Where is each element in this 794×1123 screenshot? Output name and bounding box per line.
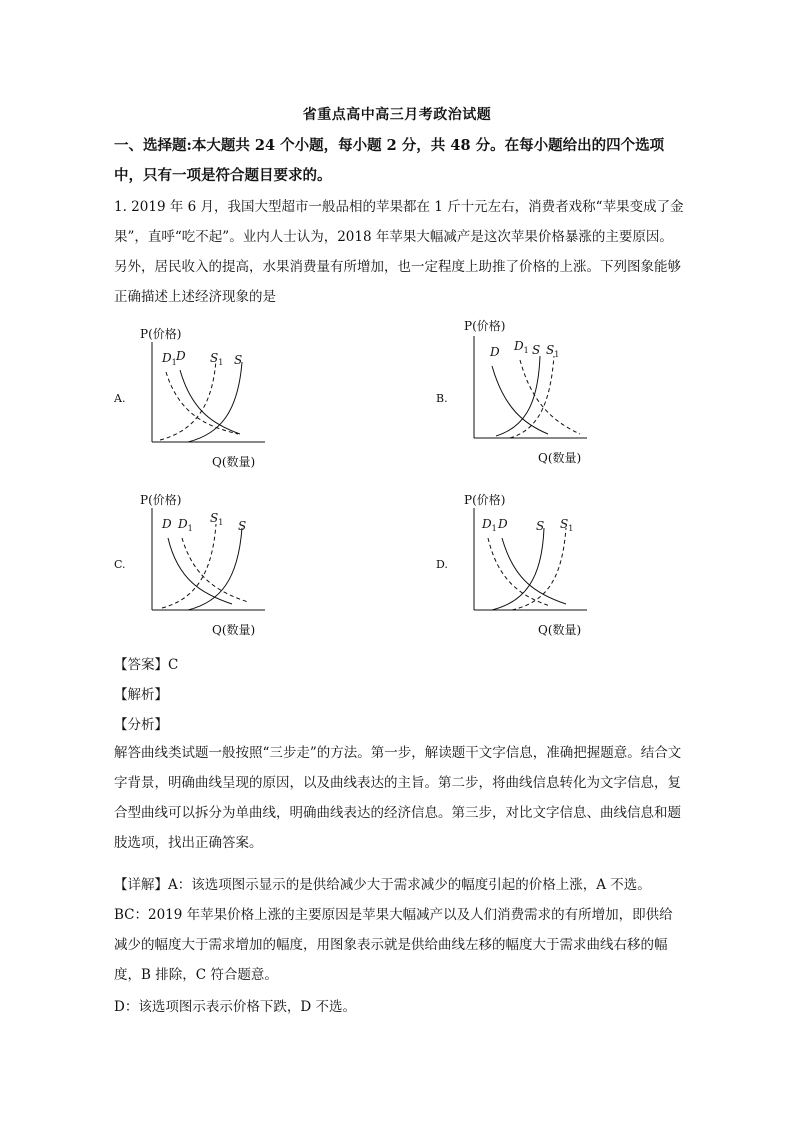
option-d-graph: [462, 488, 592, 642]
label-s1: $S_1$: [560, 517, 574, 533]
label-d1: $D_1$: [178, 517, 193, 533]
page-title: 省重点高中高三月考政治试题: [302, 107, 492, 123]
fenxi-label: 【分析】: [114, 717, 168, 733]
curve-s: [492, 528, 544, 610]
option-c-graph: [140, 488, 270, 642]
label-s: S: [532, 343, 541, 357]
analysis-label: 【解析】: [114, 687, 168, 703]
label-s1: $S_1$: [210, 511, 224, 527]
label-d: D: [176, 349, 186, 363]
label-s1: $S_1$: [210, 351, 224, 367]
section-heading: 一、选择题:本大题共 24 个小题，每小题 2 分，共 48 分。在每小题给出的四个选项中，只有一项是符合题目要求的。: [114, 137, 665, 184]
option-b-label: B.: [436, 392, 448, 405]
x-axis-label: Q(数量): [212, 455, 256, 469]
label-d: D: [498, 517, 508, 531]
y-axis-label: P(价格): [140, 493, 182, 507]
curve-s1: [512, 528, 566, 610]
curve-d1: [166, 372, 238, 434]
option-a-label: A.: [114, 392, 126, 405]
curve-d1: [520, 360, 580, 434]
label-s: S: [536, 519, 545, 533]
option-c-label: C.: [114, 558, 126, 571]
answer-label: 【答案】C: [114, 657, 179, 673]
curve-s: [496, 356, 540, 436]
curve-d1: [488, 538, 550, 606]
label-d1: $D_1$: [514, 339, 529, 355]
label-d: D: [490, 345, 500, 359]
x-axis-label: Q(数量): [538, 451, 582, 465]
detail-a: 【详解】A：该选项图示显示的是供给减少大于需求减少的幅度引起的价格上涨，A 不选。: [114, 877, 651, 893]
curve-d: [502, 538, 566, 604]
x-axis-label: Q(数量): [538, 623, 582, 637]
curve-s: [188, 362, 242, 442]
y-axis-label: P(价格): [464, 319, 506, 333]
fenxi-text: 解答曲线类试题一般按照“三步走”的方法。第一步，解读题干文字信息，准确把握题意。结合文字背景，明确曲线呈现的原因，以及曲线表达的主旨。第二步，将曲线信息转化为文字信息，复合型曲线可以拆分为单曲线，明确曲线表达的经济信息。第三步，对比文字信息、曲线信息和题肢选项，找出正确答案。: [114, 745, 682, 851]
curve-s1: [160, 360, 216, 440]
option-a-graph: [140, 322, 270, 476]
label-s: S: [238, 519, 247, 533]
x-axis-label: Q(数量): [212, 623, 256, 637]
curve-d1: [182, 538, 248, 602]
label-s1: $S_1$: [546, 343, 560, 359]
label-d1: $D_1$: [482, 517, 497, 533]
detail-bc: BC：2019 年苹果价格上涨的主要原因是苹果大幅减产以及人们消费需求的有所增加，即供给减少的幅度大于需求增加的幅度，用图象表示就是供给曲线左移的幅度大于需求曲线右移的幅度，B 排除，C 符合题意。: [114, 907, 673, 983]
label-s: S: [234, 353, 243, 367]
y-axis-label: P(价格): [464, 493, 506, 507]
curve-d: [168, 538, 232, 604]
curve-d: [492, 366, 548, 434]
detail-d: D：该选项图示表示价格下跌，D 不选。: [114, 999, 356, 1015]
option-b-graph: [462, 316, 592, 470]
option-d-label: D.: [436, 558, 448, 571]
question-stem: 1. 2019 年 6 月，我国大型超市一般品相的苹果都在 1 斤十元左右，消费者戏称“苹果变成了金果”，直呼“吃不起”。业内人士认为，2018 年苹果大幅减产是这次苹果价格暴涨的主要原因。另外，居民收入的提高，水果消费量有所增加，也一定程度上助推了价格的上涨。下列图象能够正确描述上述经济现象的是: [114, 199, 684, 305]
label-d1: $D_1$: [162, 351, 177, 367]
y-axis-label: P(价格): [140, 327, 182, 341]
curve-s1: [162, 524, 216, 608]
label-d: D: [162, 517, 172, 531]
